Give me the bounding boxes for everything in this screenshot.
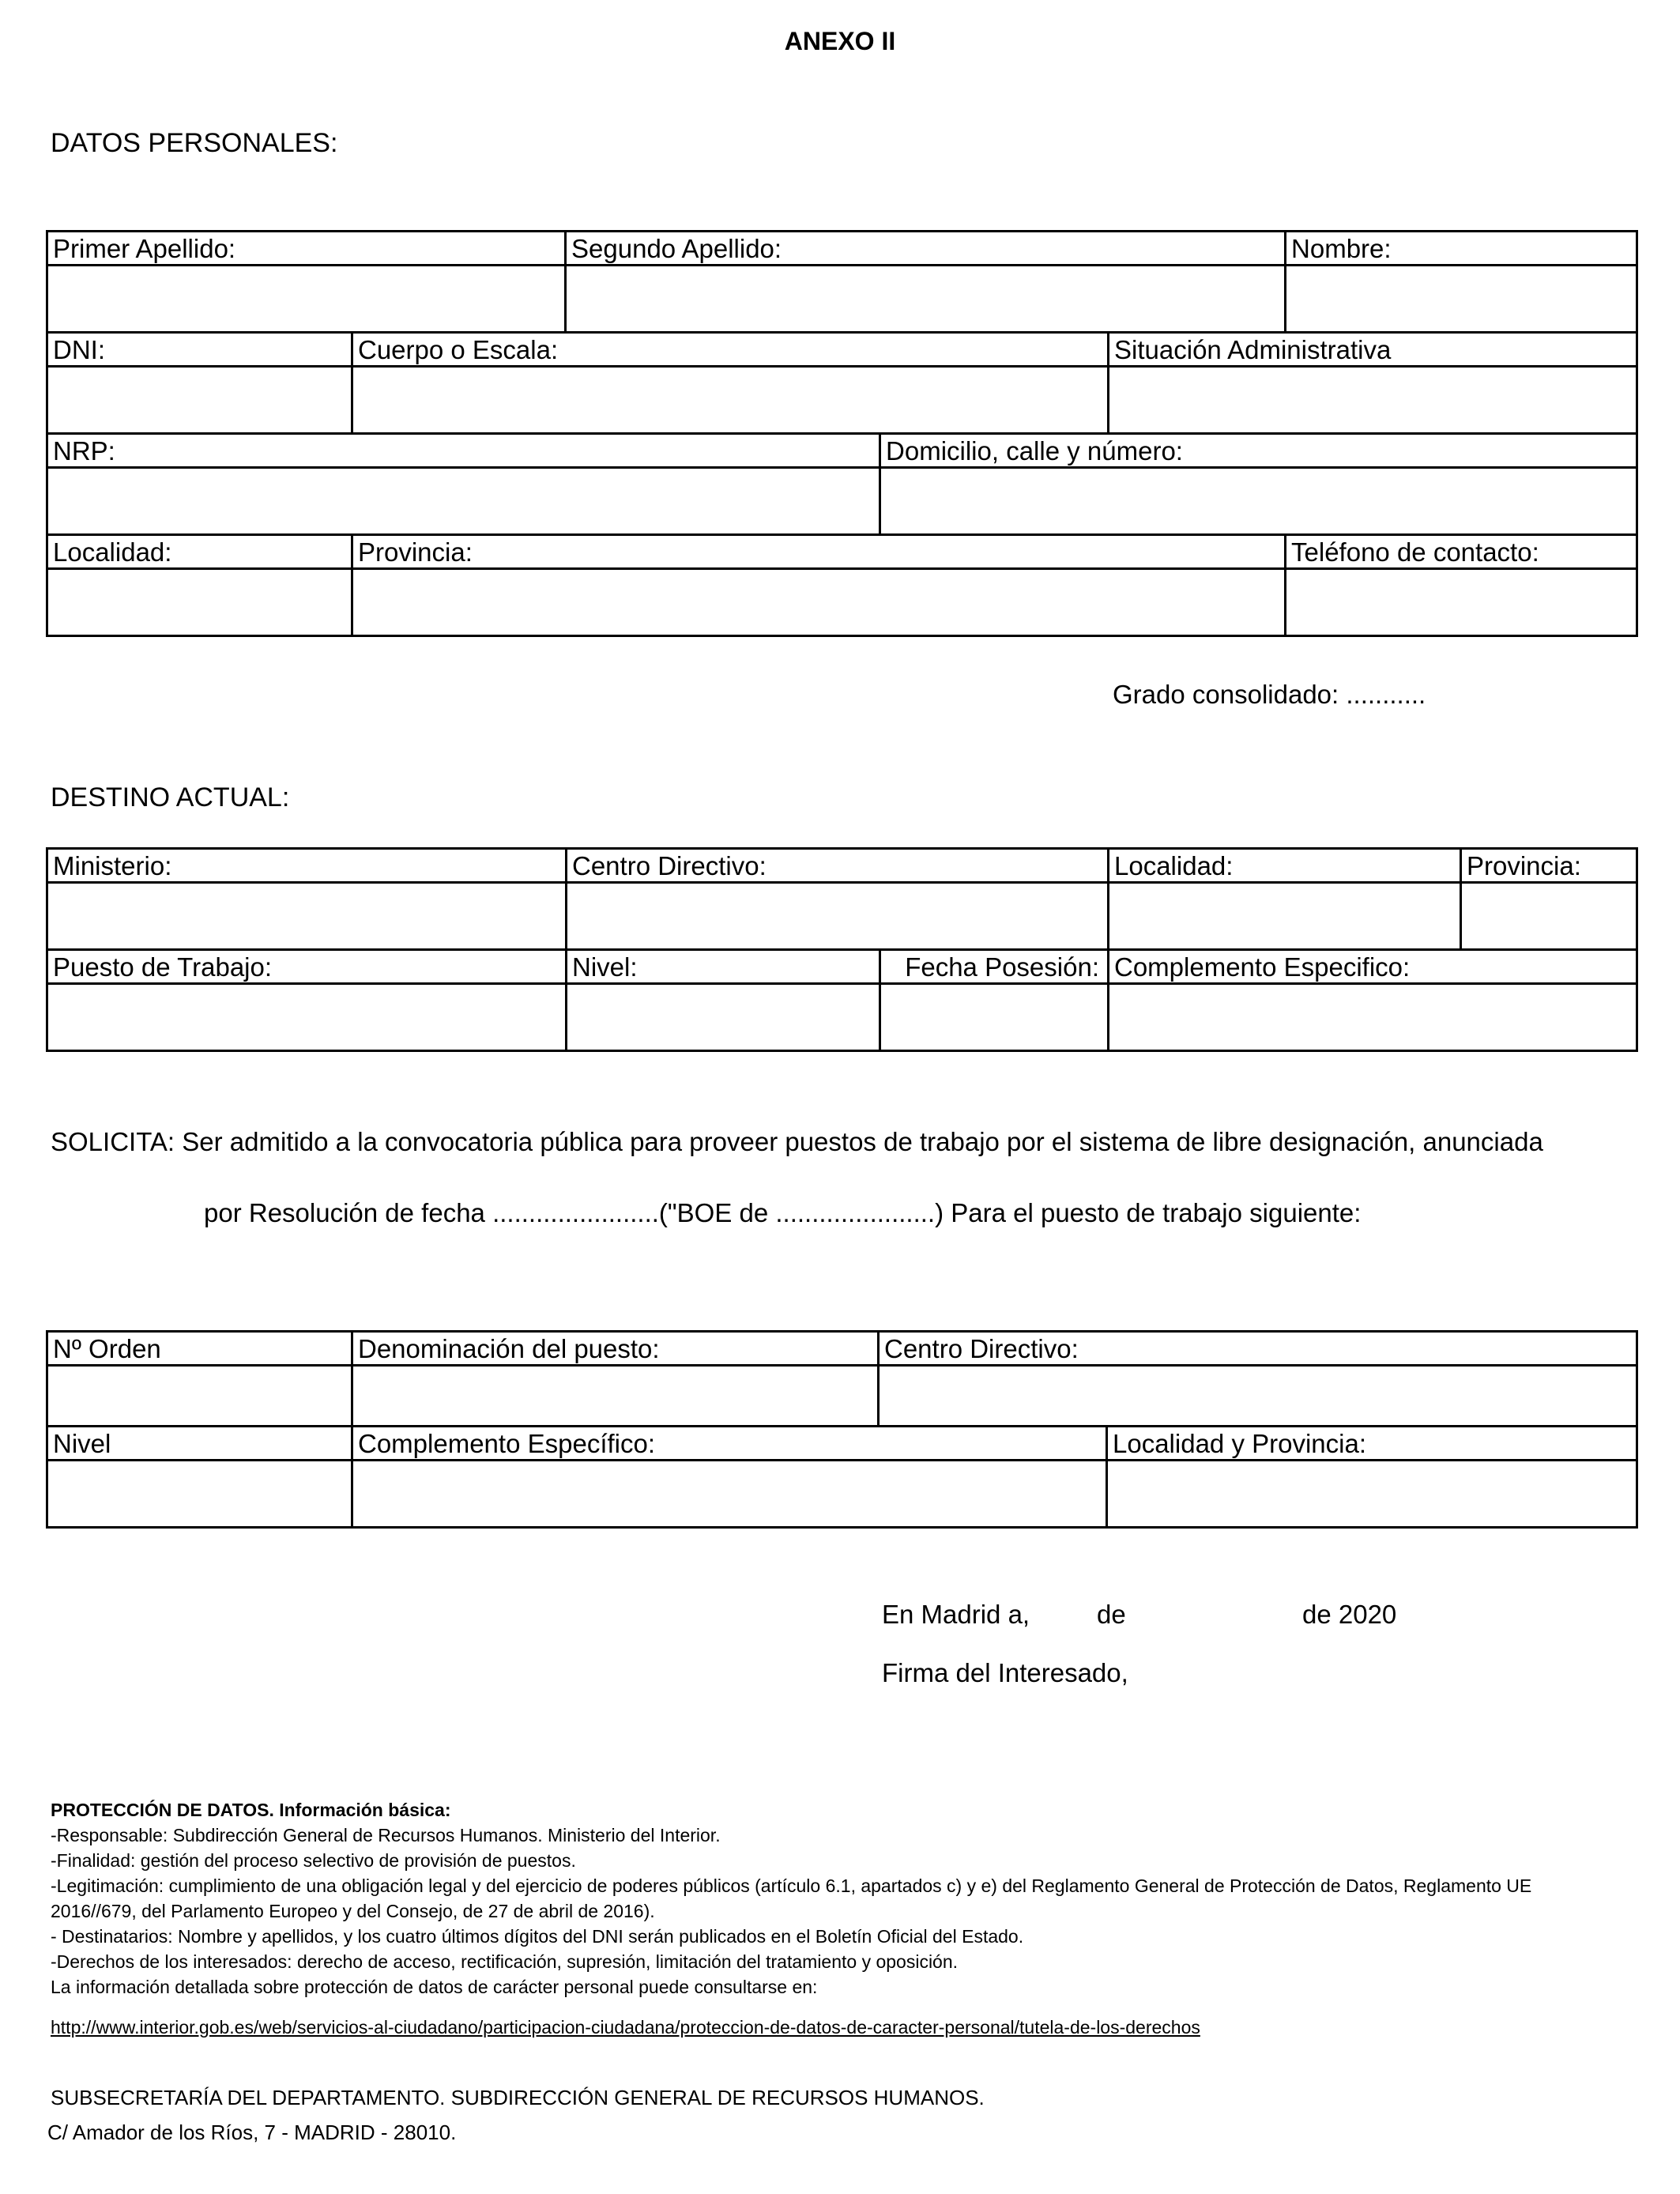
- proteccion-derechos: -Derechos de los interesados: derecho de acceso, rectificación, supresión, limitación del tratamiento y oposición.: [51, 1951, 959, 1972]
- complemento-especifico-label: Complemento Especifico:: [1109, 950, 1637, 984]
- puesto-trabajo-field[interactable]: [47, 984, 567, 1051]
- dni-label: DNI:: [47, 333, 352, 367]
- provincia-label: Provincia:: [352, 535, 1286, 569]
- localidad-provincia-field[interactable]: [1107, 1461, 1637, 1528]
- localidad-label: Localidad:: [47, 535, 352, 569]
- segundo-apellido-label: Segundo Apellido:: [566, 232, 1286, 266]
- ministerio-label: Ministerio:: [47, 849, 567, 883]
- document-title: ANEXO II: [784, 27, 896, 55]
- proteccion-legitimacion-2: 2016//679, del Parlamento Europeo y del Consejo, de 27 de abril de 2016).: [51, 1901, 655, 1921]
- puesto-nivel-label: Nivel: [47, 1427, 352, 1461]
- puesto-complemento-label: Complemento Específico:: [352, 1427, 1107, 1461]
- nombre-label: Nombre:: [1286, 232, 1637, 266]
- proteccion-informacion: La información detallada sobre protección de datos de carácter personal puede consultarse en:: [51, 1977, 818, 1997]
- footer-direccion: C/ Amador de los Ríos, 7 - MADRID - 28010.: [47, 2120, 457, 2144]
- proteccion-legitimacion-1: -Legitimación: cumplimiento de una obligación legal y del ejercicio de poderes públicos (artículo 6.1, apartados c) y e) del Reglamento General de Protección de Datos, Reglamento UE: [51, 1875, 1532, 1896]
- puesto-nivel-field[interactable]: [47, 1461, 352, 1528]
- domicilio-label: Domicilio, calle y número:: [880, 434, 1637, 468]
- destino-localidad-label: Localidad:: [1109, 849, 1461, 883]
- cuerpo-field[interactable]: [352, 367, 1109, 434]
- destino-provincia-field[interactable]: [1461, 883, 1637, 950]
- grado-consolidado: Grado consolidado: ...........: [1113, 680, 1426, 709]
- footer-subsecretaria: SUBSECRETARÍA DEL DEPARTAMENTO. SUBDIRECCIÓN GENERAL DE RECURSOS HUMANOS.: [51, 2086, 985, 2109]
- fecha-de-anio: de 2020: [1302, 1600, 1397, 1629]
- nivel-label: Nivel:: [567, 950, 880, 984]
- nrp-field[interactable]: [47, 468, 880, 535]
- telefono-field[interactable]: [1286, 569, 1637, 636]
- proteccion-heading: PROTECCIÓN DE DATOS. Información básica:: [51, 1800, 451, 1820]
- localidad-field[interactable]: [47, 569, 352, 636]
- primer-apellido-label: Primer Apellido:: [47, 232, 566, 266]
- proteccion-datos-block: [51, 1797, 1531, 2000]
- complemento-especifico-field[interactable]: [1109, 984, 1637, 1051]
- localidad-provincia-label: Localidad y Provincia:: [1107, 1427, 1637, 1461]
- denominacion-label: Denominación del puesto:: [352, 1332, 879, 1366]
- segundo-apellido-field[interactable]: [566, 266, 1286, 333]
- proteccion-destinatarios: - Destinatarios: Nombre y apellidos, y los cuatro últimos dígitos del DNI serán publicados en el Boletín Oficial del Estado.: [51, 1926, 1024, 1947]
- provincia-field[interactable]: [352, 569, 1286, 636]
- datos-personales-table: [46, 230, 1638, 637]
- orden-field[interactable]: [47, 1366, 352, 1427]
- nrp-label: NRP:: [47, 434, 880, 468]
- ministerio-field[interactable]: [47, 883, 567, 950]
- dni-field[interactable]: [47, 367, 352, 434]
- fecha-posesion-label: Fecha Posesión:: [880, 950, 1109, 984]
- destino-provincia-label: Provincia:: [1461, 849, 1637, 883]
- proteccion-finalidad: -Finalidad: gestión del proceso selectivo de provisión de puestos.: [51, 1850, 576, 1871]
- proteccion-datos-link[interactable]: http://www.interior.gob.es/web/servicios-al-ciudadano/participacion-ciudadana/proteccion-de-datos-de-caracter-personal/tutela-de-los-derechos: [51, 2017, 1200, 2038]
- fecha-de-dia: de: [1097, 1600, 1126, 1629]
- domicilio-field[interactable]: [880, 468, 1637, 535]
- telefono-label: Teléfono de contacto:: [1286, 535, 1637, 569]
- lugar-fecha-madrid: En Madrid a,: [882, 1600, 1030, 1629]
- situacion-field[interactable]: [1109, 367, 1637, 434]
- puesto-trabajo-label: Puesto de Trabajo:: [47, 950, 567, 984]
- orden-label: Nº Orden: [47, 1332, 352, 1366]
- puesto-solicitado-table: [46, 1330, 1638, 1529]
- puesto-centro-directivo-label: Centro Directivo:: [879, 1332, 1637, 1366]
- nivel-field[interactable]: [567, 984, 880, 1051]
- cuerpo-label: Cuerpo o Escala:: [352, 333, 1109, 367]
- puesto-complemento-field[interactable]: [352, 1461, 1107, 1528]
- centro-directivo-label: Centro Directivo:: [567, 849, 1109, 883]
- destino-actual-heading: DESTINO ACTUAL:: [51, 782, 290, 812]
- fecha-posesion-field[interactable]: [880, 984, 1109, 1051]
- solicita-line-1: SOLICITA: Ser admitido a la convocatoria pública para proveer puestos de trabajo por el sistema de libre designación, anunciada: [51, 1127, 1543, 1156]
- solicita-line-2: por Resolución de fecha .......................("BOE de ......................) Para el puesto de trabajo siguiente:: [204, 1198, 1362, 1227]
- destino-localidad-field[interactable]: [1109, 883, 1461, 950]
- datos-personales-heading: DATOS PERSONALES:: [51, 128, 338, 158]
- puesto-centro-directivo-field[interactable]: [879, 1366, 1637, 1427]
- denominacion-field[interactable]: [352, 1366, 879, 1427]
- nombre-field[interactable]: [1286, 266, 1637, 333]
- firma-interesado: Firma del Interesado,: [882, 1658, 1128, 1687]
- situacion-label: Situación Administrativa: [1109, 333, 1637, 367]
- destino-actual-table: [46, 847, 1638, 1052]
- primer-apellido-field[interactable]: [47, 266, 566, 333]
- centro-directivo-field[interactable]: [567, 883, 1109, 950]
- proteccion-responsable: -Responsable: Subdirección General de Recursos Humanos. Ministerio del Interior.: [51, 1825, 721, 1845]
